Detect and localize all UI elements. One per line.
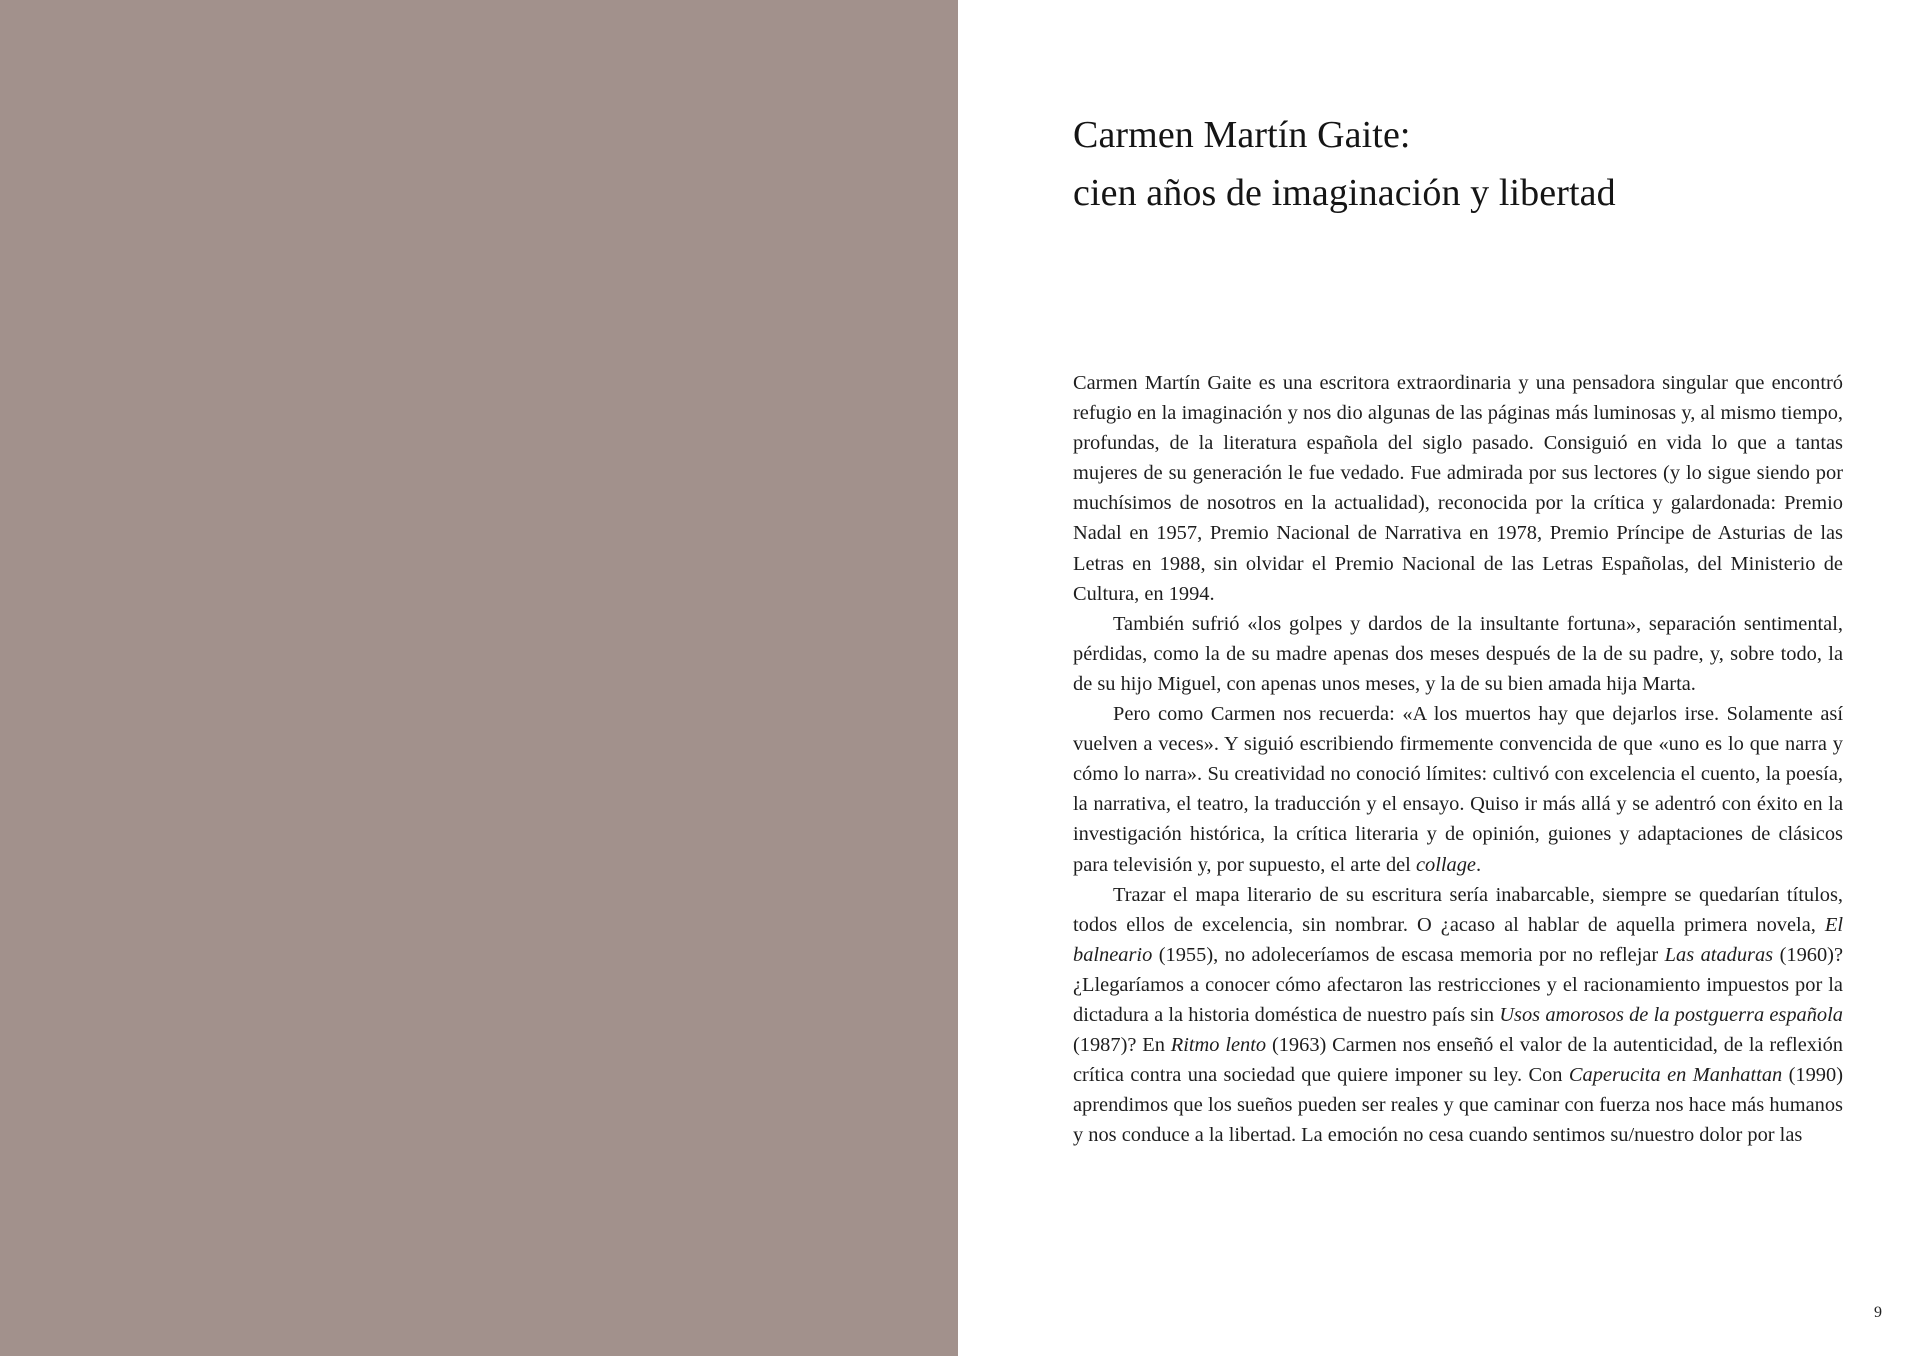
chapter-title: [1073, 106, 1616, 222]
chapter-title-line-2: cien años de imaginación y libertad: [1073, 172, 1616, 214]
paragraph-text: (1960)? ¿Llegaríamos a conocer cómo afectaron las restricciones y el racionamiento impuestos por la dictadura a la historia doméstica de nuestro país sin: [1073, 943, 1843, 1026]
paragraph-text: Trazar el mapa literario de su escritura sería inabarcable, siempre se quedarían títulos, todos ellos de excelencia, sin nombrar. O ¿acaso al hablar de aquella primera novela,: [1073, 883, 1843, 936]
body-text: [1073, 368, 1843, 1150]
paragraph-text: (1955), no adoleceríamos de escasa memoria por no reflejar: [1152, 943, 1665, 966]
chapter-title-line-1: Carmen Martín Gaite:: [1073, 114, 1411, 156]
paragraph-text: (1987)? En: [1073, 1034, 1171, 1057]
paragraph-text: También sufrió «los golpes y dardos de la insultante fortuna», separación sentimental, pérdidas, como la de su madre apenas dos meses después de la de su padre, y, sobre todo, la de su hijo Miguel, con apenas unos meses, y la de su bien amada hija Marta.: [1073, 612, 1843, 695]
paragraph: [1073, 609, 1843, 699]
italic-title-text: Caperucita en Manhattan: [1568, 1064, 1783, 1087]
italic-title-text: Ritmo lento: [1170, 1034, 1267, 1057]
italic-title-text: El balneario: [1073, 913, 1843, 966]
left-page-color-block: [0, 0, 958, 1356]
italic-title-text: collage: [1415, 853, 1476, 876]
italic-title-text: Usos amorosos de la postguerra española: [1499, 1003, 1843, 1026]
paragraph-text: .: [1475, 853, 1482, 876]
paragraph: [1073, 368, 1843, 609]
paragraph-text: (1963) Carmen nos enseñó el valor de la autenticidad, de la reflexión crítica contra una sociedad que quiere imponer su ley. Con: [1073, 1034, 1843, 1087]
italic-title-text: Las ataduras: [1664, 943, 1774, 966]
right-page: [958, 0, 1920, 1356]
paragraph-text: (1990) aprendimos que los sueños pueden ser reales y que caminar con fuerza nos hace más humanos y nos conduce a la libertad. La emoción no cesa cuando sentimos su/nuestro dolor por las: [1073, 1064, 1843, 1147]
paragraph: [1073, 699, 1843, 880]
paragraph-text: Pero como Carmen nos recuerda: «A los muertos hay que dejarlos irse. Solamente así vuelven a veces». Y siguió escribiendo firmemente convencida de que «uno es lo que narra y cómo lo narra». Su creatividad no conoció límites: cultivó con excelencia el cuento, la poesía, la narrativa, el teatro, la traducción y el ensayo. Quiso ir más allá y se adentró con éxito en la investigación histórica, la crítica literaria y de opinión, guiones y adaptaciones de clásicos para televisión y, por supuesto, el arte del: [1073, 703, 1843, 876]
paragraph: [1073, 880, 1843, 1151]
page-number: 9: [1874, 1304, 1882, 1321]
paragraph-text: Carmen Martín Gaite es una escritora extraordinaria y una pensadora singular que encontró refugio en la imaginación y nos dio algunas de las páginas más luminosas y, al mismo tiempo, profundas, de la literatura española del siglo pasado. Consiguió en vida lo que a tantas mujeres de su generación le fue vedado. Fue admirada por sus lectores (y lo sigue siendo por muchísimos de nosotros en la actualidad), reconocida por la crítica y galardonada: Premio Nadal en 1957, Premio Nacional de Narrativa en 1978, Premio Príncipe de Asturias de las Letras en 1988, sin olvidar el Premio Nacional de las Letras Españolas, del Ministerio de Cultura, en 1994.: [1073, 372, 1843, 605]
